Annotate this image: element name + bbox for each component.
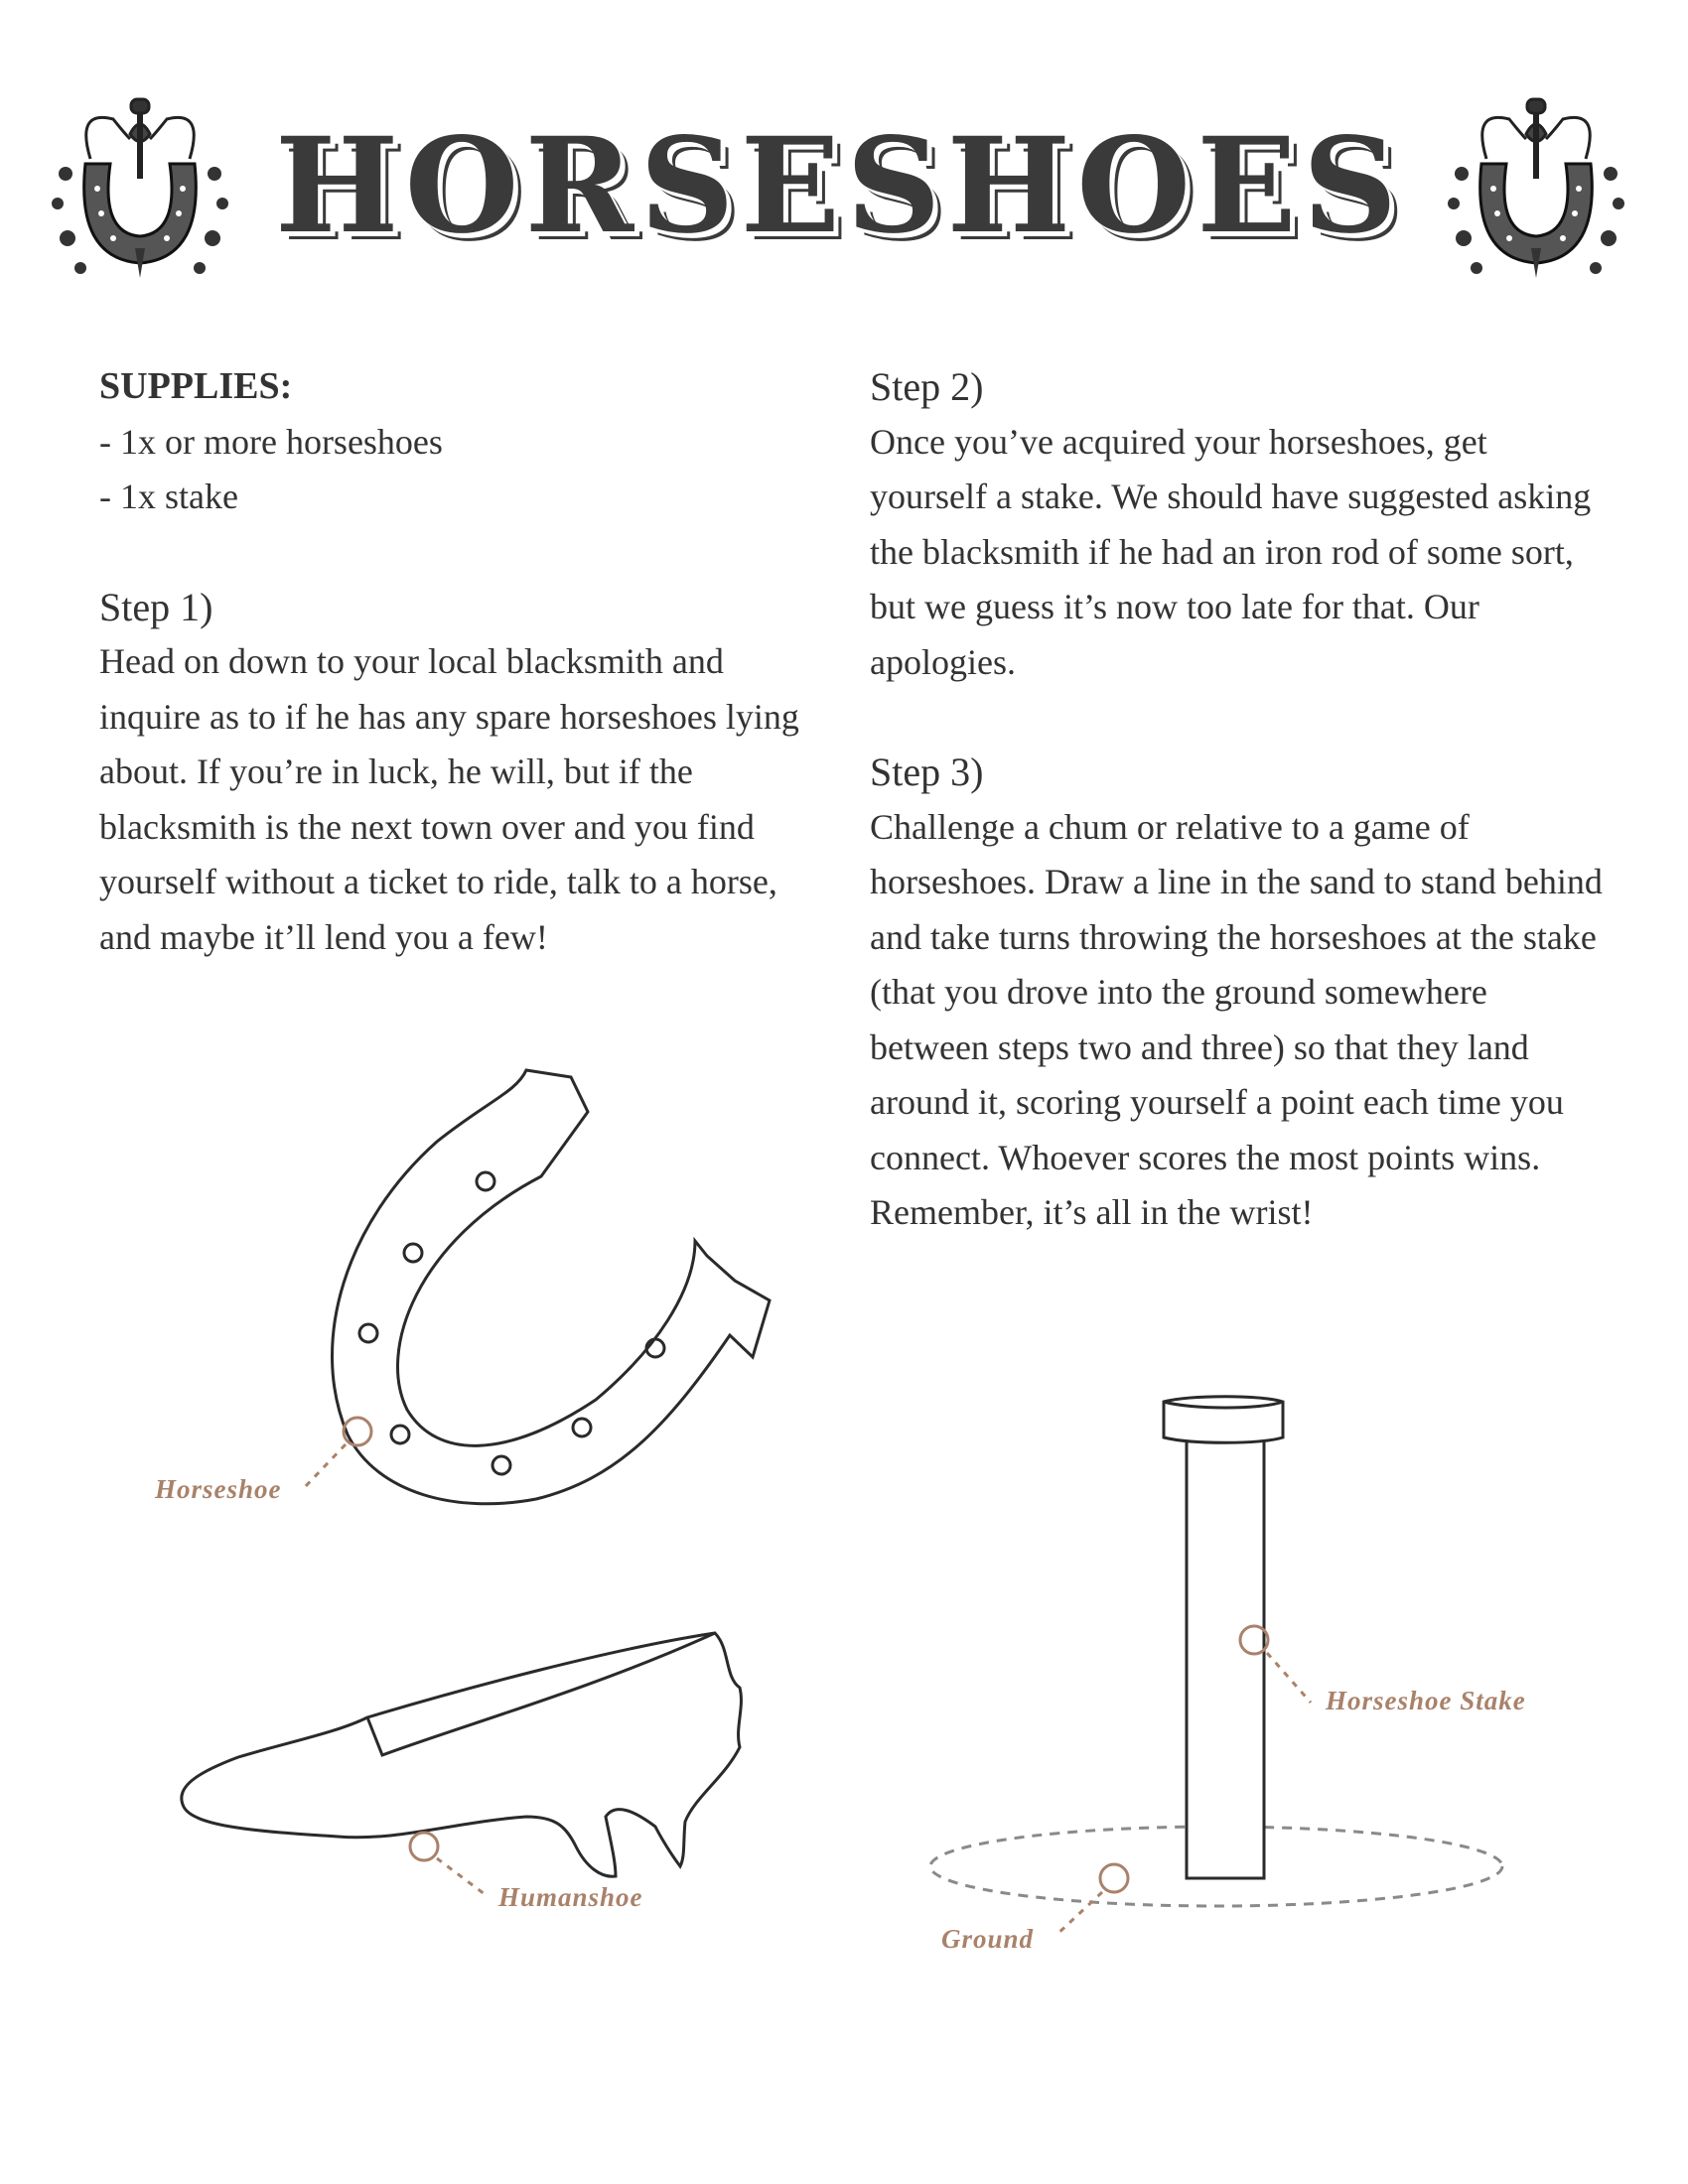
- step-2-text: Once you’ve acquired your horseshoes, get yourself a stake. We should have suggested asking the blacksmith if he had an iron rod of some sort, but we guess it’s now too late for that. Our apologies.: [870, 421, 1592, 682]
- stake-illustration: [1164, 1397, 1283, 1878]
- step-2-heading: Step 2): [870, 364, 984, 409]
- supplies-item: - 1x or more horseshoes: [99, 421, 443, 462]
- page-title: HORSESHOES: [274, 109, 1404, 263]
- humanshoe-marker: [410, 1833, 485, 1894]
- ground-marker: [1055, 1864, 1128, 1936]
- label-humanshoe: Humanshoe: [498, 1882, 643, 1912]
- supplies-item: - 1x stake: [99, 477, 238, 516]
- humanshoe-illustration: [182, 1633, 742, 1876]
- label-horseshoe-stake: Horseshoe Stake: [1326, 1686, 1526, 1715]
- horseshoe-illustration: [332, 1070, 770, 1504]
- step-1-text: Head on down to your local blacksmith and inquire as to if he has any spare horseshoes lying about. If you’re in luck, he will, but if the blacksmith is the next town over and you find yourself without a ticket to ride, talk to a horse, and maybe it’ll lend you a few!: [99, 641, 799, 957]
- step-1-heading: Step 1): [99, 584, 213, 629]
- label-ground: Ground: [941, 1924, 1035, 1954]
- step-3-heading: Step 3): [870, 750, 984, 794]
- step-3-text: Challenge a chum or relative to a game of horseshoes. Draw a line in the sand to stand behind and take turns throwing the horseshoes at the stake (that you drove into the ground somewhere between steps two and three) so that they land around it, scoring yourself a point each time you connect. Whoever scores the most points wins. Remember, it’s all in the wrist!: [870, 806, 1603, 1232]
- supplies-heading: SUPPLIES:: [99, 365, 293, 407]
- label-horseshoe: Horseshoe: [155, 1474, 282, 1504]
